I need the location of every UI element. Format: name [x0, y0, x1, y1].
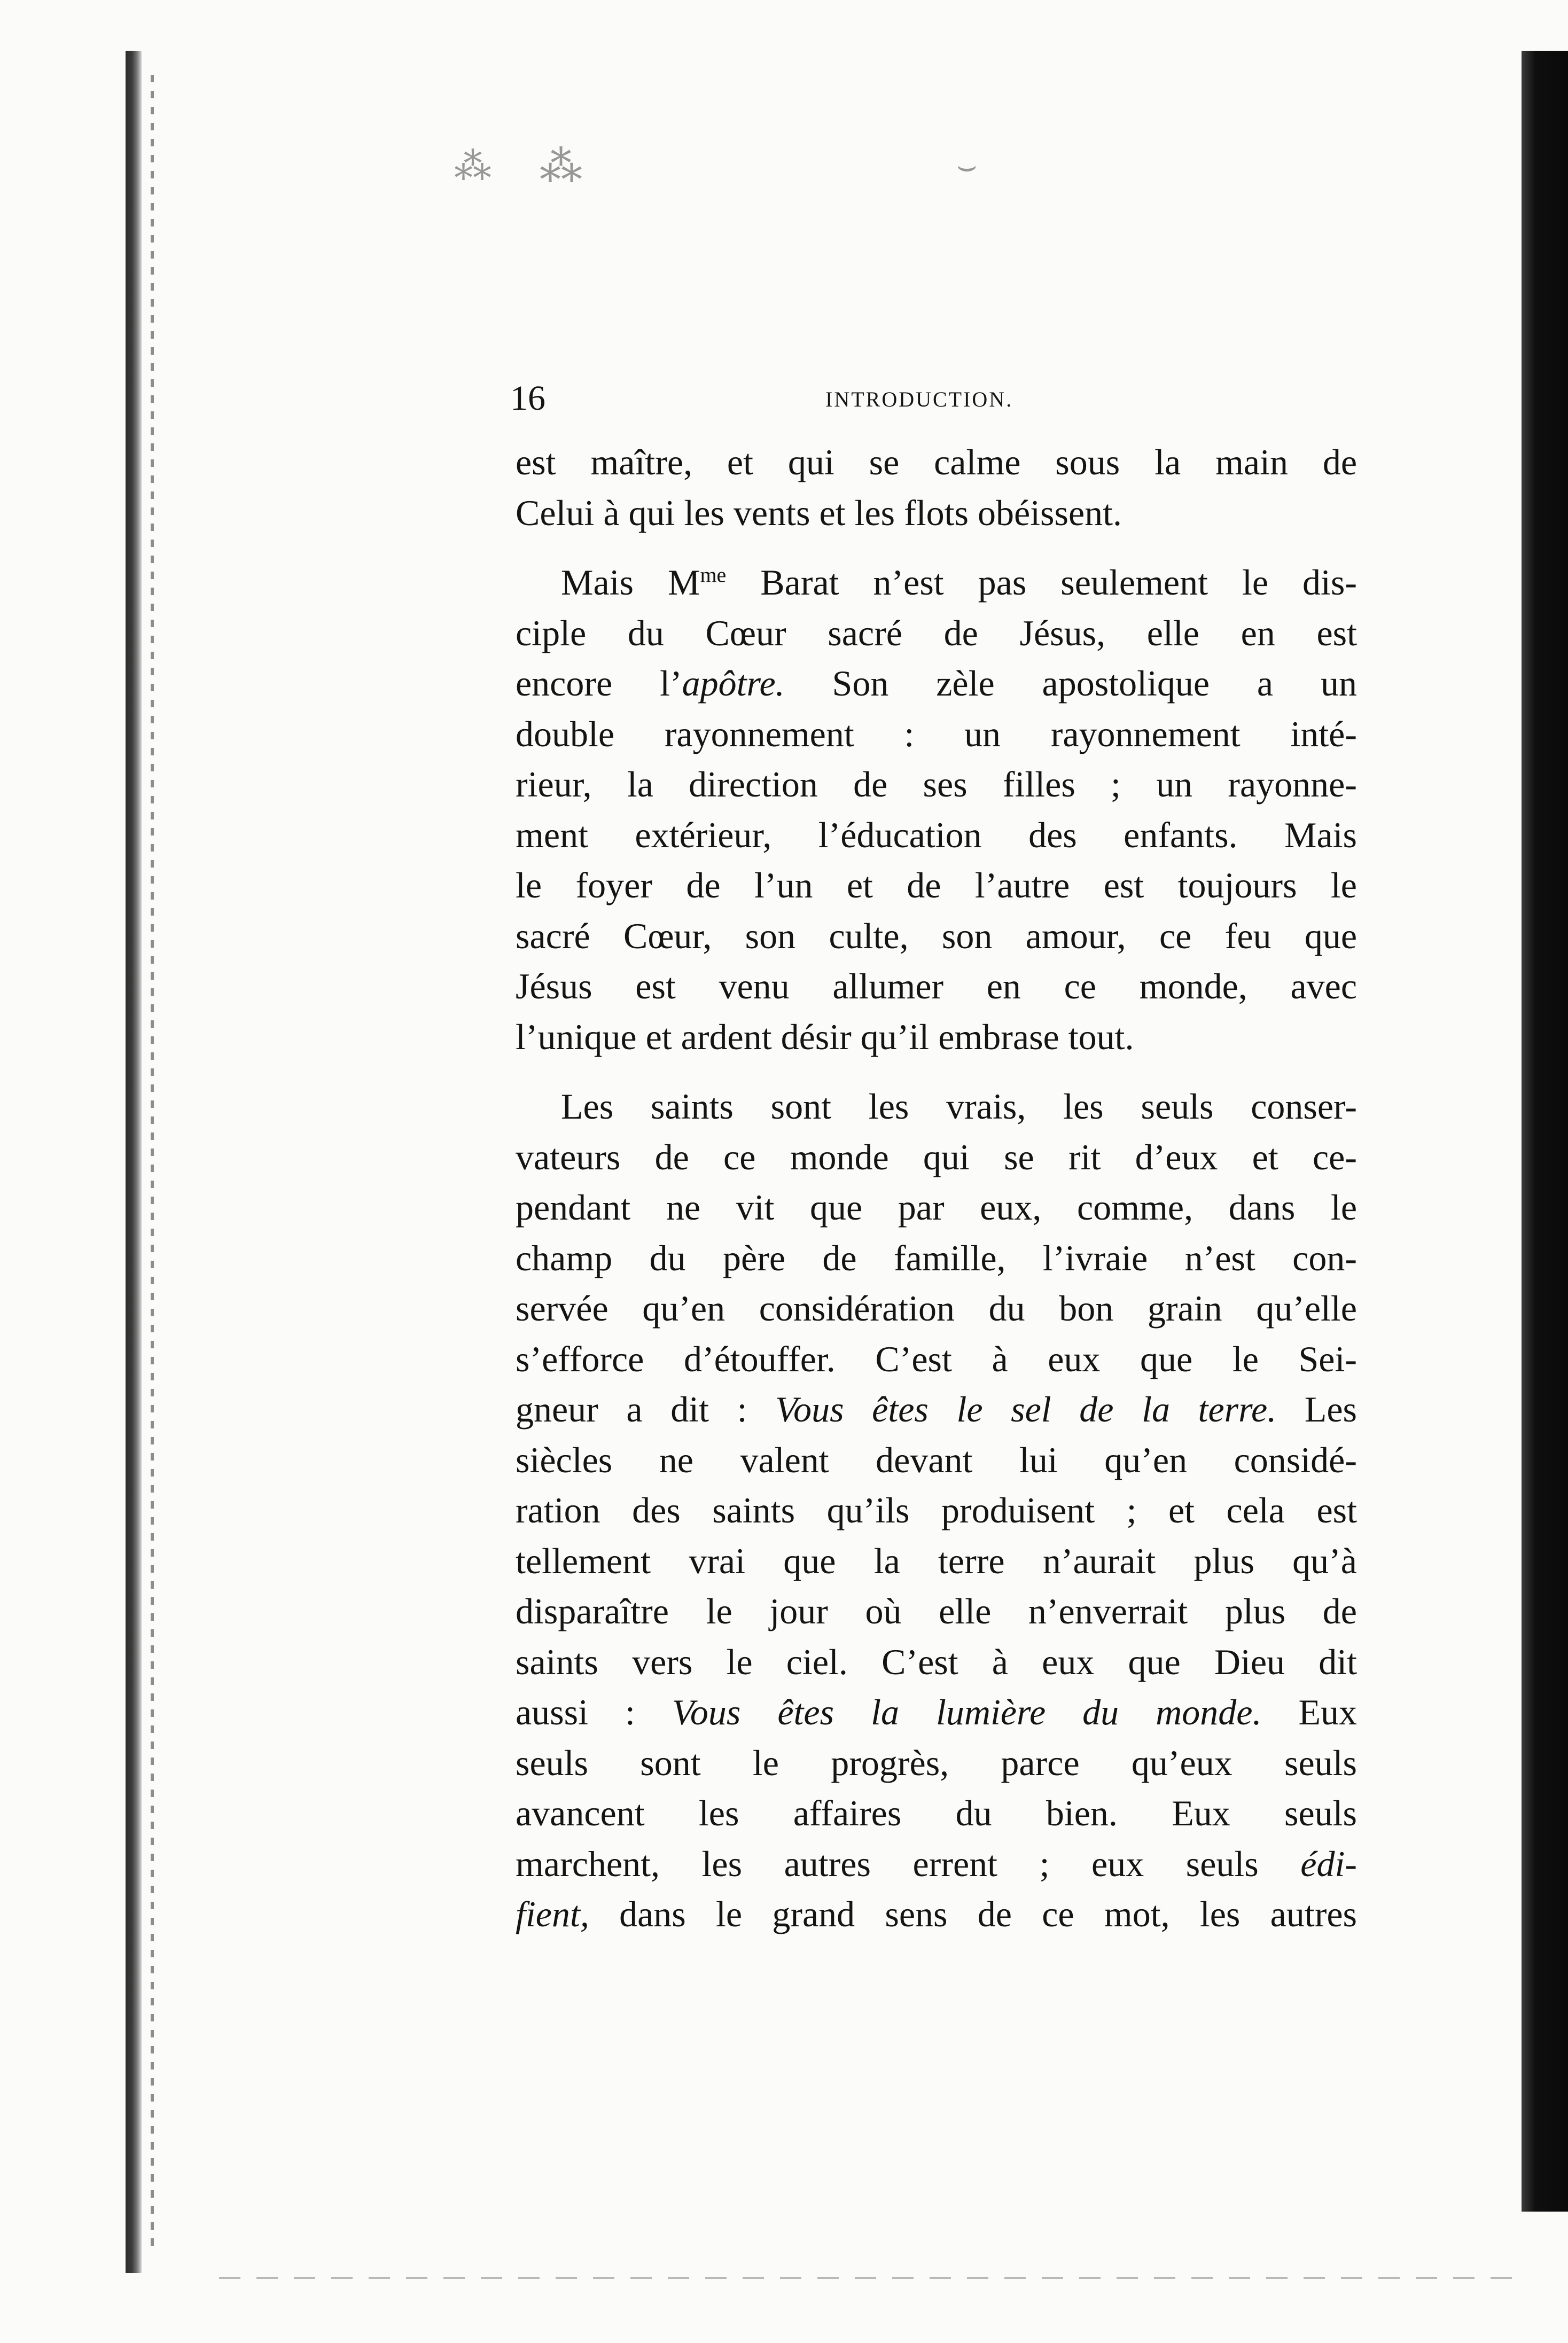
- text-line: rieur, la direction de ses filles ; un rayonne-: [516, 764, 1357, 805]
- ink-smudge-mark: ⌣: [956, 147, 978, 184]
- text-line: disparaître le jour où elle n’enverrait plus de: [516, 1591, 1357, 1631]
- italic-segment: fient,: [516, 1894, 589, 1934]
- paragraph-2: [516, 557, 1357, 1062]
- page-edge-shadow-right: [1522, 51, 1568, 2212]
- text-segment: Les: [1276, 1389, 1357, 1430]
- text-segment: aussi :: [516, 1692, 672, 1732]
- body-text: [516, 437, 1357, 1940]
- text-line: [516, 1687, 1357, 1738]
- text-line: [516, 557, 1357, 608]
- ink-smudge-top: ⁂: [454, 144, 492, 188]
- text-line: seuls sont le progrès, parce qu’eux seuls: [516, 1742, 1357, 1783]
- text-line: siècles ne valent devant lui qu’en considé-: [516, 1439, 1357, 1480]
- text-segment: Barat n’est pas seulement le dis-: [726, 562, 1357, 603]
- italic-segment: Vous êtes la lumière du monde.: [672, 1692, 1262, 1732]
- paragraph-1: [516, 437, 1357, 538]
- text-line: Celui à qui les vents et les flots obéissent.: [516, 492, 1122, 533]
- bottom-scan-artifact: [219, 2277, 1512, 2279]
- superscript: me: [700, 563, 727, 587]
- italic-segment: apôtre.: [682, 663, 785, 704]
- text-line: l’unique et ardent désir qu’il embrase tout.: [516, 1016, 1134, 1057]
- italic-segment: édi-: [1300, 1843, 1357, 1884]
- binding-stitch-marks: [151, 75, 154, 2254]
- text-line: ciple du Cœur sacré de Jésus, elle en est: [516, 612, 1357, 653]
- running-head: INTRODUCTION.: [825, 387, 1013, 411]
- text-line: avancent les affaires du bien. Eux seuls: [516, 1793, 1357, 1833]
- text-line: double rayonnement : un rayonnement inté-: [516, 713, 1357, 754]
- text-line: [516, 1889, 1357, 1940]
- text-line: saints vers le ciel. C’est à eux que Dieu dit: [516, 1641, 1357, 1682]
- text-segment: Mais M: [561, 562, 700, 603]
- text-segment: dans le grand sens de ce mot, les autres: [589, 1894, 1357, 1934]
- text-line: Les saints sont les vrais, les seuls conser-: [561, 1086, 1357, 1127]
- page-number: 16: [510, 379, 545, 418]
- page-header: [510, 374, 1354, 422]
- text-line: ration des saints qu’ils produisent ; et cela est: [516, 1490, 1357, 1530]
- text-line: vateurs de ce monde qui se rit d’eux et ce-: [516, 1136, 1357, 1177]
- text-segment: gneur a dit :: [516, 1389, 776, 1430]
- text-line: est maître, et qui se calme sous la main de: [516, 442, 1357, 482]
- ink-smudge-top-right: ⁂: [540, 142, 582, 191]
- text-line: sacré Cœur, son culte, son amour, ce feu que: [516, 915, 1357, 956]
- text-line: [516, 1384, 1357, 1435]
- text-line: champ du père de famille, l’ivraie n’est con-: [516, 1237, 1357, 1278]
- text-segment: marchent, les autres errent ; eux seuls: [516, 1843, 1301, 1884]
- text-line: s’efforce d’étouffer. C’est à eux que le Sei-: [516, 1338, 1357, 1379]
- text-line: tellement vrai que la terre n’aurait plus qu’à: [516, 1540, 1357, 1581]
- text-segment: Son zèle apostolique a un: [784, 663, 1357, 704]
- text-line: Jésus est venu allumer en ce monde, avec: [516, 966, 1357, 1006]
- binding-shadow-left: [126, 51, 142, 2273]
- text-line: [516, 658, 1357, 709]
- text-segment: encore l’: [516, 663, 682, 704]
- text-line: ment extérieur, l’éducation des enfants. Mais: [516, 814, 1357, 855]
- text-line: pendant ne vit que par eux, comme, dans le: [516, 1187, 1357, 1228]
- text-line: [516, 1839, 1357, 1889]
- paragraph-3: [516, 1081, 1357, 1940]
- text-segment: Eux: [1261, 1692, 1357, 1732]
- text-line: servée qu’en considération du bon grain qu’elle: [516, 1288, 1357, 1329]
- text-line: le foyer de l’un et de l’autre est toujours le: [516, 865, 1357, 905]
- italic-segment: Vous êtes le sel de la terre.: [775, 1389, 1277, 1430]
